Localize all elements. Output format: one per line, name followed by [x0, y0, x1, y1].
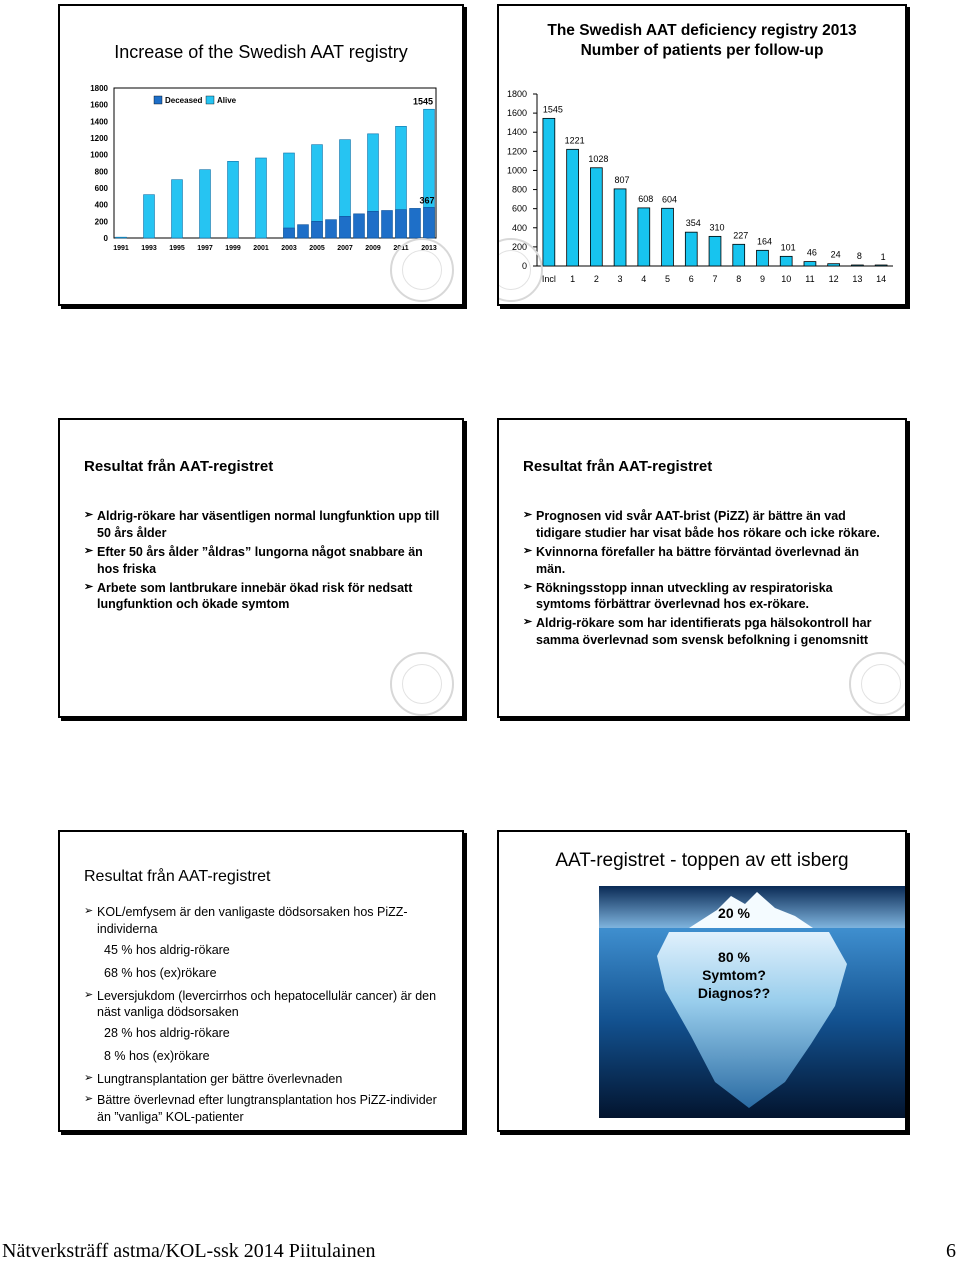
bar-deceased	[382, 211, 393, 239]
registry-increase-chart	[72, 80, 452, 260]
bar-deceased	[396, 210, 407, 238]
x-tick-label: 2003	[281, 245, 297, 252]
bar	[662, 208, 674, 266]
bullet-item: ➢ Lungtransplantation ger bättre överlevnaden	[84, 1071, 444, 1088]
x-tick-label: 4	[641, 274, 647, 284]
x-tick-label: 1991	[113, 245, 129, 252]
legend-swatch-deceased	[154, 96, 162, 104]
bullet-item: ➢ Prognosen vid svår AAT-brist (PiZZ) är bättre än vad tidigare studier har visat både hos rökare och icke rökare.	[523, 508, 887, 542]
below-water-label-2: Symtom?	[702, 967, 766, 983]
bar	[733, 244, 745, 266]
below-water-label-1: 80 %	[718, 949, 750, 965]
bullet-item: ➢ Efter 50 års ålder ”åldras” lungorna något snabbare än hos friska	[84, 544, 444, 578]
bar-deceased	[326, 220, 337, 238]
data-label-total: 1545	[412, 96, 434, 107]
above-water-label: 20 %	[718, 905, 750, 921]
bullet-item: ➢ Aldrig-rökare som har identifierats pga hälsokontroll har samma överlevnad som svensk befolkning i genomsnitt	[523, 615, 887, 649]
x-tick-label: 2	[593, 274, 599, 284]
data-label: 1221	[564, 135, 585, 146]
slide-follow-up	[497, 4, 907, 306]
data-label: 1	[880, 251, 886, 262]
y-tick-label: 1200	[90, 134, 108, 143]
y-tick-label: 1000	[90, 150, 108, 160]
y-tick-label: 1600	[506, 108, 527, 119]
x-tick-label: 14	[876, 274, 887, 284]
bar-deceased	[340, 216, 351, 238]
legend-label-alive: Alive	[217, 96, 237, 105]
slide-results-2	[497, 418, 907, 718]
bullet-item: ➢ Rökningsstopp innan utveckling av respiratoriska symtoms förbättrar överlevnad hos ex-rökare.	[523, 580, 887, 614]
bar-alive	[116, 237, 127, 238]
bar-deceased	[312, 221, 323, 238]
footer-text: Nätverksträff astma/KOL-ssk 2014 Piitulainen	[2, 1240, 376, 1262]
below-water-label-3: Diagnos??	[697, 985, 771, 1001]
bar-alive	[144, 195, 155, 238]
bar-alive	[228, 161, 239, 238]
slide-registry-increase	[58, 4, 464, 306]
page-footer	[0, 1240, 960, 1266]
bullet-list	[84, 508, 444, 615]
bar-alive	[200, 170, 211, 238]
y-tick-label: 200	[94, 217, 108, 227]
data-label: 604	[662, 194, 678, 205]
slide-title: AAT-registret - toppen av ett isberg	[555, 850, 849, 871]
slide-title-line1: The Swedish AAT deficiency registry 2013	[547, 22, 857, 39]
bar	[638, 208, 650, 266]
x-tick-label: 1995	[169, 245, 185, 252]
data-label: 227	[733, 230, 749, 241]
x-tick-label: 10	[781, 274, 792, 284]
bar-alive	[284, 153, 295, 238]
university-seal-watermark	[849, 652, 907, 716]
legend-label-deceased: Deceased	[165, 96, 203, 105]
data-label: 164	[756, 236, 772, 247]
bar	[543, 118, 555, 266]
slide-title: Resultat från AAT-registret	[84, 458, 274, 475]
bar	[567, 149, 579, 266]
bar-alive	[256, 158, 267, 238]
y-tick-label: 1800	[506, 89, 527, 99]
y-tick-label: 0	[103, 234, 108, 243]
y-tick-label: 1000	[506, 165, 527, 176]
bar	[780, 256, 792, 266]
slide-results-3	[58, 830, 464, 1132]
x-tick-label: 5	[665, 274, 671, 284]
x-tick-label: 2013	[421, 245, 437, 252]
iceberg-image	[599, 886, 907, 1118]
x-tick-label: 13	[852, 274, 863, 284]
bar-deceased	[298, 225, 309, 238]
y-tick-label: 600	[94, 184, 108, 193]
x-tick-label: 2009	[365, 245, 381, 252]
bullet-list	[523, 508, 887, 651]
bar	[851, 265, 863, 266]
y-tick-label: 1600	[90, 100, 108, 110]
x-tick-label: Incl	[541, 274, 556, 284]
bullet-item: ➢ Bättre överlevnad efter lungtransplantation hos PiZZ-individer än ”vanliga” KOL-patienter	[84, 1092, 444, 1126]
data-label: 1545	[542, 104, 563, 115]
x-tick-label: 12	[828, 274, 839, 284]
bar	[875, 265, 887, 266]
legend-swatch-alive	[206, 96, 214, 104]
data-label: 8	[856, 251, 862, 262]
bar-deceased	[410, 208, 421, 238]
x-tick-label: 2005	[309, 245, 325, 252]
bar-deceased	[354, 214, 365, 238]
x-tick-label: 1	[570, 274, 576, 284]
data-label: 24	[830, 249, 841, 260]
x-tick-label: 6	[688, 274, 694, 284]
x-tick-label: 1993	[141, 245, 157, 252]
slide-results-1	[58, 418, 464, 718]
y-tick-label: 800	[511, 184, 527, 195]
x-tick-label: 1999	[225, 245, 241, 252]
data-label: 354	[685, 218, 701, 229]
y-tick-label: 1200	[506, 146, 527, 157]
data-label: 46	[806, 247, 817, 258]
bullet-item: ➢ KOL/emfysem är den vanligaste dödsorsaken hos PiZZ-individerna	[84, 904, 444, 938]
page-number: 6	[946, 1240, 956, 1262]
x-tick-label: 3	[617, 274, 623, 284]
bullet-item: ➢ Leversjukdom (levercirrhos och hepatocellulär cancer) är den näst vanliga dödsorsaken	[84, 988, 444, 1022]
x-tick-label: 2001	[253, 245, 269, 252]
bar-deceased	[424, 207, 435, 238]
bar	[709, 236, 721, 266]
x-tick-label: 2011	[393, 245, 409, 252]
slide-title: Resultat från AAT-registret	[84, 868, 271, 885]
y-tick-label: 1400	[506, 127, 527, 138]
university-seal-watermark	[390, 652, 454, 716]
data-label: 807	[614, 174, 630, 185]
x-tick-label: 9	[759, 274, 765, 284]
y-tick-label: 400	[511, 222, 527, 233]
bullet-item: ➢ Arbete som lantbrukare innebär ökad risk för nedsatt lungfunktion och ökade symtom	[84, 580, 444, 614]
bar	[804, 262, 816, 266]
data-label: 1028	[588, 153, 609, 164]
y-tick-label: 1800	[90, 84, 108, 93]
y-tick-label: 200	[511, 241, 527, 252]
bar	[685, 232, 697, 266]
follow-up-chart	[499, 82, 899, 304]
sub-item: 8 % hos (ex)rökare	[104, 1049, 210, 1064]
x-tick-label: 11	[805, 274, 815, 284]
slide-title-line2: Number of patients per follow-up	[580, 42, 824, 59]
data-label: 608	[638, 193, 654, 204]
y-tick-label: 400	[94, 200, 108, 210]
x-tick-label: 1997	[197, 245, 213, 252]
data-label-deceased: 367	[419, 195, 435, 206]
data-label: 310	[709, 222, 725, 233]
bar-deceased	[368, 211, 379, 238]
slide-title: Increase of the Swedish AAT registry	[114, 42, 408, 62]
bar	[614, 189, 626, 266]
y-tick-label: 1400	[90, 117, 108, 127]
data-label: 101	[780, 242, 796, 253]
bullet-item: ➢ Aldrig-rökare har väsentligen normal lungfunktion upp till 50 års ålder	[84, 508, 444, 542]
university-seal-watermark	[390, 238, 454, 302]
bullet-list	[84, 904, 444, 1130]
slide-iceberg	[497, 830, 907, 1132]
y-tick-label: 0	[521, 261, 527, 271]
x-tick-label: 2007	[337, 245, 353, 252]
sub-item: 68 % hos (ex)rökare	[104, 965, 217, 980]
sub-item: 28 % hos aldrig-rökare	[104, 1026, 230, 1041]
bar	[828, 264, 840, 266]
slide-title: Resultat från AAT-registret	[523, 458, 713, 475]
sub-item: 45 % hos aldrig-rökare	[104, 942, 230, 957]
bar-alive	[172, 180, 183, 238]
y-tick-label: 600	[511, 203, 527, 214]
y-tick-label: 800	[94, 167, 108, 177]
bar	[590, 168, 602, 266]
x-tick-label: 8	[736, 274, 742, 284]
bar	[757, 250, 769, 266]
bullet-item: ➢ Kvinnorna förefaller ha bättre förväntad överlevnad än män.	[523, 544, 887, 578]
x-tick-label: 7	[712, 274, 718, 284]
bar-deceased	[284, 228, 295, 238]
